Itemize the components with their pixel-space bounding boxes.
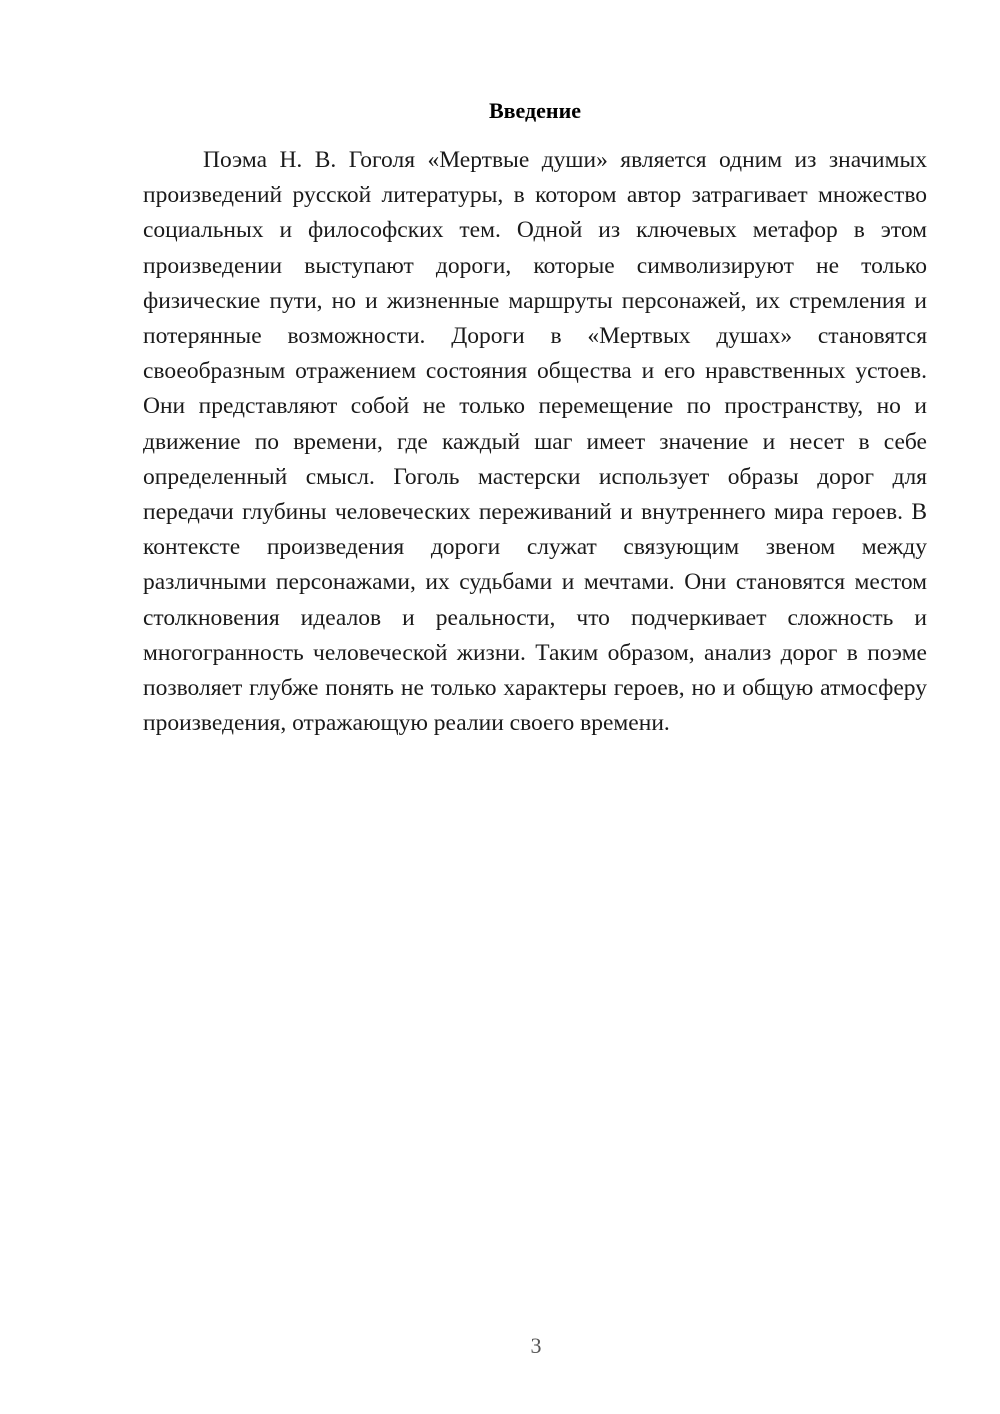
- section-heading: Введение: [488, 98, 582, 123]
- page-number: 3: [530, 1333, 542, 1358]
- body-paragraph: Поэма Н. В. Гоголя «Мертвые души» является одним из значимых произведений русской литературы, в котором автор затрагивает множество социальных и философских тем. Одной из ключевых метафор в этом произведении выступают дороги, которые символизируют не только физические пути, но и жизненные маршруты персонажей, их стремления и потерянные возможности. Дороги в «Мертвых душах» становятся своеобразным отражением состояния общества и его нравственных устоев. Они представляют собой не только перемещение по пространству, но и движение по времени, где каждый шаг имеет значение и несет в себе определенный смысл. Гоголь мастерски использует образы дорог для передачи глубины человеческих переживаний и внутреннего мира героев. В контексте произведения дороги служат связующим звеном между различными персонажами, их судьбами и мечтами. Они становятся местом столкновения идеалов и реальности, что подчеркивает сложность и многогранность человеческой жизни. Таким образом, анализ дорог в поэме позволяет глубже понять не только характеры героев, но и общую атмосферу произведения, отражающую реалии своего времени.: [143, 147, 927, 737]
